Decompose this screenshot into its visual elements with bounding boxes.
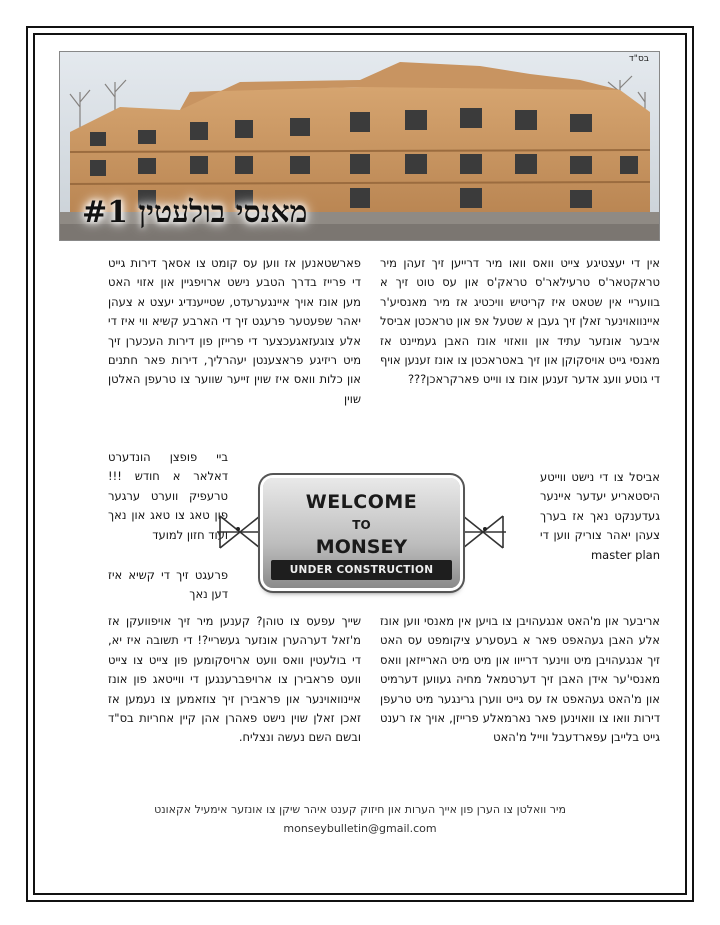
intro-paragraph: אין די יעצטיגע צייט וואס וואו מיר דרייען זיך זעהן מיר טראקטאר'ס טרעילאר'ס טראק'ס און עס טוט זיך א בוועריי אין שטאט איז קריטיש וויכטיג אז מיר מאנסיע'ר איינוואוינער זאלן זיך געבן א שטעל אפ און טראכטן אביסל איבער אונזער עתיד און וואזוי אונז האבן געמיינט אז מאנסי גייט אויסקוקן און זיך באטראכטן צו אונז זענען אויף די גוטע וועג אדער זענען אונז צו ווייט פארקראכן??? xyxy=(380,256,660,387)
history-paragraph-continued: אריבער און מ'האט אנגעהויבן צו בויען אין מאנסי ווען אונז אלע האבן געהאפט פאר א בעסערע ציקומפט עס האט זיך אנגעהויבן מיט ווינער דרייוו און מיט מיט הארייזאן וואס מאנסי'ער אידן האבן זיך דערטמאל מחיה געווען דערמיט און מ'האט געהאפט אז עס גייט ווערן גרינגער מיט טרעפן דירות וואו צו וואוינען פאר נארמאלע פרייזן, אויך אז רענט גייט בלייבן עפארדעבל ווייל מ'האט xyxy=(380,614,660,745)
left-column xyxy=(108,254,361,409)
footer-note: מיר וואלטן צו הערן פון אייך הערות און חיזוק קענט איהר שיקן צו אונזער אימעיל אקאונט xyxy=(154,803,566,816)
left-column-continued xyxy=(108,612,361,748)
footer-email[interactable]: monseybulletin@gmail.com xyxy=(283,822,437,835)
history-paragraph: אביסל צו די נישט ווייטע היסטאריע יעדער איינער געדענקט נאך אז בערך צעהן יאהר צוריק ווען די master plan xyxy=(540,470,660,562)
welcome-text: WELCOME xyxy=(305,491,418,513)
bulletin-title: מאנסי בולעטין #1 xyxy=(82,195,308,230)
header-photo xyxy=(59,51,660,241)
rent-aside: ביי פופצן הונדערט דאלאר א חודש !!! טרעפיק ווערט ערגער פון טאג צו טאג און נאך ועוד חזון למועד xyxy=(108,450,228,542)
call-to-action-paragraph: שייך עפעס צו טוהן? קענען מיר זיך אויפוועקן אז מ'זאל דערהערן אונזער געשריי?! די תשובה איז יא, די בולעטין וואס וועט ארויסקומען פון צייט צו צייט וועט פראבירן צו ארויפברענגען די ווייטאג פון אונז איינוואוינער און פראבירן זיך צוזאמען צו נעמען אז זאכן זאלן שוין נישט פאהרן אהן קיין אחריות בס"ד ובשם השם נעשה ונצליח. xyxy=(108,614,361,745)
monsey-text: MONSEY xyxy=(315,536,408,558)
welcome-sign xyxy=(263,478,460,588)
right-column-continued xyxy=(380,612,660,748)
right-column xyxy=(380,254,660,390)
left-barrier-icon xyxy=(215,508,265,556)
question-line: פרעגט זיך די קשיא איז דען נאך xyxy=(108,568,228,602)
left-column-question xyxy=(108,566,228,605)
prices-paragraph: פארשטאנען אז ווען עס קומט צו אסאך דירות גייט די פרייז בדרך הטבע נישט ארויפגיין און אזוי האט מען אונז אויך איינגערעדט, שטייענדיג יעצט א צעהן יאהר שפעטער פרעגט זיך די הארבע קשיא ווי איז די אלע צוגעזאגעכצער די פרייזן פון דירות העכערן זיך מיט ריזיגע פראצענטן יעהרליך, דירות פאר חתנים און כלות וואס איז שוין זייער שווער צו טרעפן האלטן שוין xyxy=(108,256,361,406)
left-column-aside xyxy=(108,448,228,545)
right-barrier-icon xyxy=(458,508,508,556)
right-column-history xyxy=(540,468,660,565)
bsd-mark: בס"ד xyxy=(628,54,649,64)
to-text: TO xyxy=(352,518,371,532)
under-construction-banner: UNDER CONSTRUCTION xyxy=(271,560,452,580)
